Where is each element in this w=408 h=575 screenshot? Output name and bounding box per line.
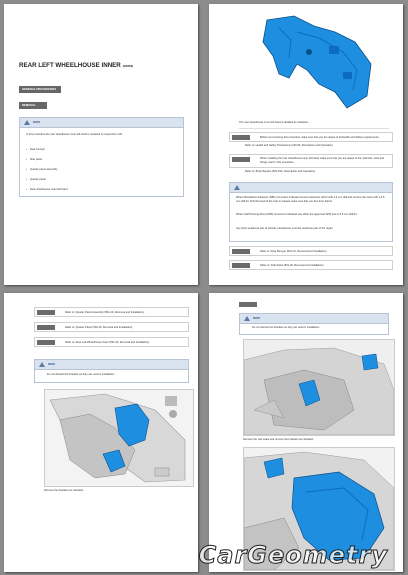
step-2-ref: Refer to: Body Repairs (501-25A, Description and Operation). [245,170,316,173]
image-caption: The rear wheelhouse inner left-hand is detailed as indicated. [239,121,309,124]
page-title: REAR LEFT WHEELHOUSE INNER (000000) [19,62,134,69]
note-item: • Side panel [26,158,42,161]
note-text: Do not discard the brackets as they are used in installation. [47,373,115,376]
step-7: Refer to: Rear Left Wheelhouse Outer (501-29, Removal and Installation). [34,337,189,347]
watermark-logo: CarGeometry [198,541,388,569]
note-bullet: Any joints sealed as part of vehicle manufacture must be sealed as part of the repair. [236,227,334,230]
step-1-ref: Refer to: Health and Safety Precautions (100-00, Description and Operation). [245,144,334,147]
note-text: Do not discard the brackets as they are used in installation. [252,326,320,329]
manual-page-3 [4,293,198,572]
note-item: • Rear wheelhouse outer left-hand [26,188,68,191]
note-intro: In this procedure the rear wheelhouse inner left-hand is replaced in conjunction with: [26,133,123,136]
bracket-image [44,389,194,487]
note-box: NOTE In this procedure the rear wheelhouse inner left-hand is replaced in conjunction with: • Rear bumper • Side panel • Quarter panel assembly • Quarter panel • Rear wheelhouse outer left-hand [19,117,184,197]
rear-seal-image [243,339,395,436]
warning-icon [39,362,45,367]
note-bullet: Where Breakdown Fastener (SBF) removal is indicated remove fasteners which with a 6 mm drill and remove the rivets with a 6.5 mm drill bit. Drill the head of the rivet to release make sure that you free from debris. [236,196,385,203]
image-caption: Remove the rear seals and remove the brackets as indicated. [243,438,314,441]
removal-bar: REMOVAL [19,102,47,109]
note-item: • Quarter panel assembly [26,168,57,171]
step-4: Refer to: Side Panel (501-29, Removal and Installation). [229,260,393,270]
note-box: NOTE Do not discard the brackets as they are used in installation. [34,359,189,383]
manual-page-2 [209,4,403,285]
note-box: NOTE Do not discard the brackets as they are used in installation. [239,313,389,335]
warning-icon [244,316,250,321]
step-2: When installing the rear wheelhouse inner left-hand make sure that you are aware of the methods, tools and fixings used in this procedure. [229,154,393,168]
note-bullet: Where Self Piercing Rivet (SPR) removal is indicated use either the approved SPR tool or 6.5 mm drill bit. [236,213,358,216]
note-item: • Rear bumper [26,148,45,151]
step-3: Refer to: Rear Bumper (501-19, Removal and Installation). [229,246,393,256]
note-box [229,182,393,242]
wheelhouse-inner-image [239,12,389,112]
warning-icon [234,185,240,190]
note-item: • Quarter panel [26,178,46,181]
warning-icon [24,120,30,125]
manual-page-4 [209,293,403,572]
section-bar: GENERAL PROCEDURES [19,86,61,93]
step-5: Refer to: Quarter Panel Assembly (501-29, Removal and Installation). [34,307,189,317]
manual-page-1 [4,4,198,285]
step-1: Before commencing this procedure make sure that you are aware of all Health and Safety requirements. [229,132,393,142]
step-8 [239,301,389,309]
step-6: Refer to: Quarter Panel (501-29, Removal and Installation). [34,322,189,332]
image-caption: Remove the brackets as indicated. [44,489,84,492]
